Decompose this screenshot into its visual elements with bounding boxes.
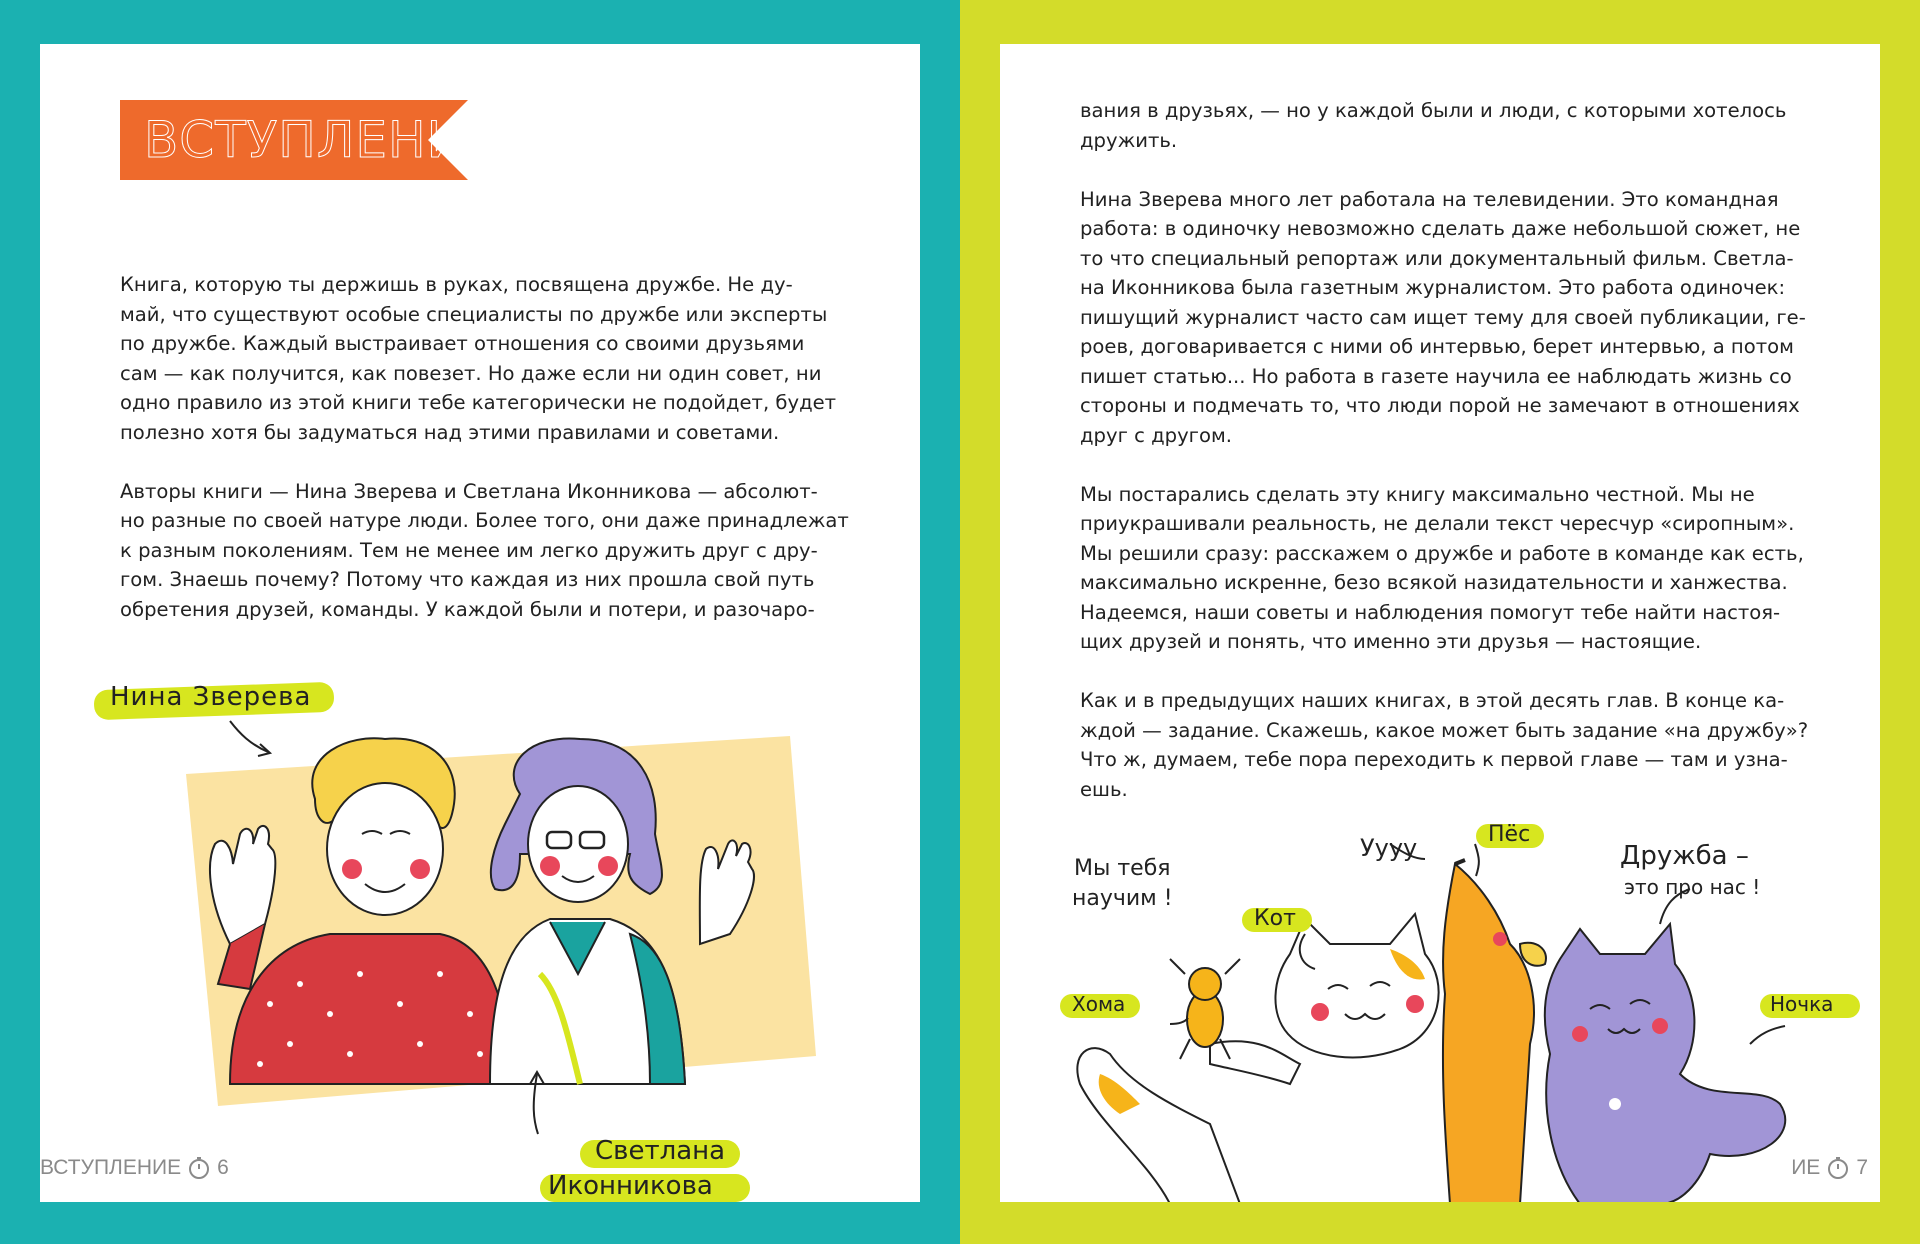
paragraph bbox=[120, 270, 840, 447]
paragraph bbox=[120, 477, 849, 625]
label-svetlana: Светлана Иконникова bbox=[540, 1134, 780, 1202]
right-body-text bbox=[1080, 96, 1809, 834]
text-line: щих друзей и понять, что именно эти друзья — настоящие. bbox=[1080, 630, 1702, 653]
text-line: Как и в предыдущих наших книгах, в этой десять глав. В конце ка- bbox=[1080, 689, 1785, 712]
paragraph bbox=[1080, 185, 1806, 451]
text-line: пишущий журналист часто сам ищет тему для своей публикации, ге- bbox=[1080, 305, 1806, 329]
text-line: одно правило из этой книги тебе категорически не подойдет, будет bbox=[120, 391, 837, 414]
label-pes: Пёс bbox=[1476, 822, 1556, 852]
label-kot: Кот bbox=[1242, 906, 1322, 936]
text-line: дружить. bbox=[1080, 128, 1178, 152]
text-line: к разным поколениям. Тем не менее им легко дружить друг с дру- bbox=[120, 538, 818, 562]
stopwatch-icon bbox=[1826, 1156, 1850, 1180]
text-line: по дружбе. Каждый выстраивает отношения со своими друзьями bbox=[120, 332, 805, 355]
text-line: работа: в одиночку невозможно сделать даже небольшой сюжет, не bbox=[1080, 217, 1801, 240]
text-line: ждой — задание. Скажешь, какое может быть задание «на дружбу»? bbox=[1080, 718, 1809, 742]
text-line: сам — как получится, как повезет. Но даже если ни один совет, ни bbox=[120, 361, 822, 385]
text-line: стороны и подмечать то, что люди порой не замечают в отношениях bbox=[1080, 394, 1800, 417]
chapter-title: ВСТУПЛЕНИЕ bbox=[144, 111, 498, 169]
text-line: Надеемся, наши советы и наблюдения помогут тебе найти настоя- bbox=[1080, 600, 1781, 624]
authors-illustration bbox=[100, 644, 820, 1164]
text-line: то что специальный репортаж или документальный фильм. Светла- bbox=[1080, 246, 1794, 270]
footer-section: ВСТУПЛЕНИЕ bbox=[40, 1156, 182, 1179]
right-page bbox=[1000, 44, 1880, 1202]
text-line: Авторы книги — Нина Зверева и Светлана Иконникова — абсолют- bbox=[120, 479, 818, 503]
label-yyy: Уууу bbox=[1360, 834, 1418, 862]
paragraph bbox=[1080, 480, 1804, 657]
text-line: обретения друзей, команды. У каждой были и потери, и разочаро- bbox=[120, 597, 815, 621]
text-line: приукрашивали реальность, не делали текст чересчур «сиропным». bbox=[1080, 512, 1795, 535]
label-teach: Мы тебя научим ! bbox=[1072, 856, 1173, 911]
text-line: май, что существуют особые специалисты по дружбе или эксперты bbox=[120, 302, 828, 326]
text-line: Мы решили сразу: расскажем о дружбе и работе в команде как есть, bbox=[1080, 541, 1804, 565]
label-homa: Хома bbox=[1060, 992, 1160, 1022]
text-line: на Иконникова была газетным журналистом. Это работа одиночек: bbox=[1080, 276, 1786, 299]
left-footer bbox=[40, 1156, 229, 1180]
label-nina: Нина Зверева bbox=[94, 682, 354, 716]
stopwatch-icon bbox=[187, 1156, 211, 1180]
text-line: гом. Знаешь почему? Потому что каждая из них прошла свой путь bbox=[120, 568, 815, 591]
text-line: друг с другом. bbox=[1080, 423, 1232, 447]
text-line: но разные по своей натуре люди. Более того, они даже принадлежат bbox=[120, 509, 849, 532]
left-body-text bbox=[120, 270, 849, 654]
text-line: полезно хотя бы задуматься над этими правилами и советами. bbox=[120, 420, 780, 444]
text-line: максимально искренне, безо всякой назидательности и ханжества. bbox=[1080, 571, 1788, 594]
text-line: вания в друзьях, — но у каждой были и люди, с которыми хотелось bbox=[1080, 99, 1787, 122]
page-number: 6 bbox=[217, 1156, 229, 1179]
label-nochka: Ночка bbox=[1760, 992, 1870, 1022]
left-page bbox=[40, 44, 920, 1202]
text-line: ешь. bbox=[1080, 777, 1128, 801]
text-line: Книга, которую ты держишь в руках, посвящена дружбе. Не ду- bbox=[120, 273, 793, 296]
right-footer bbox=[1791, 1156, 1868, 1180]
text-line: Мы постарались сделать эту книгу максимально честной. Мы не bbox=[1080, 482, 1755, 506]
paragraph bbox=[1080, 686, 1809, 804]
paragraph bbox=[1080, 96, 1800, 155]
text-line: пишет статью... Но работа в газете научила ее наблюдать жизнь со bbox=[1080, 364, 1792, 388]
label-friendship: Дружба – это про нас ! bbox=[1620, 841, 1761, 899]
footer-section: ИЕ bbox=[1791, 1156, 1821, 1179]
text-line: Что ж, думаем, тебе пора переходить к первой главе — там и узна- bbox=[1080, 748, 1788, 771]
text-line: Нина Зверева много лет работала на телевидении. Это командная bbox=[1080, 187, 1779, 211]
page-number: 7 bbox=[1856, 1156, 1868, 1179]
text-line: роев, договаривается с ними об интервью, берет интервью, а потом bbox=[1080, 335, 1794, 358]
